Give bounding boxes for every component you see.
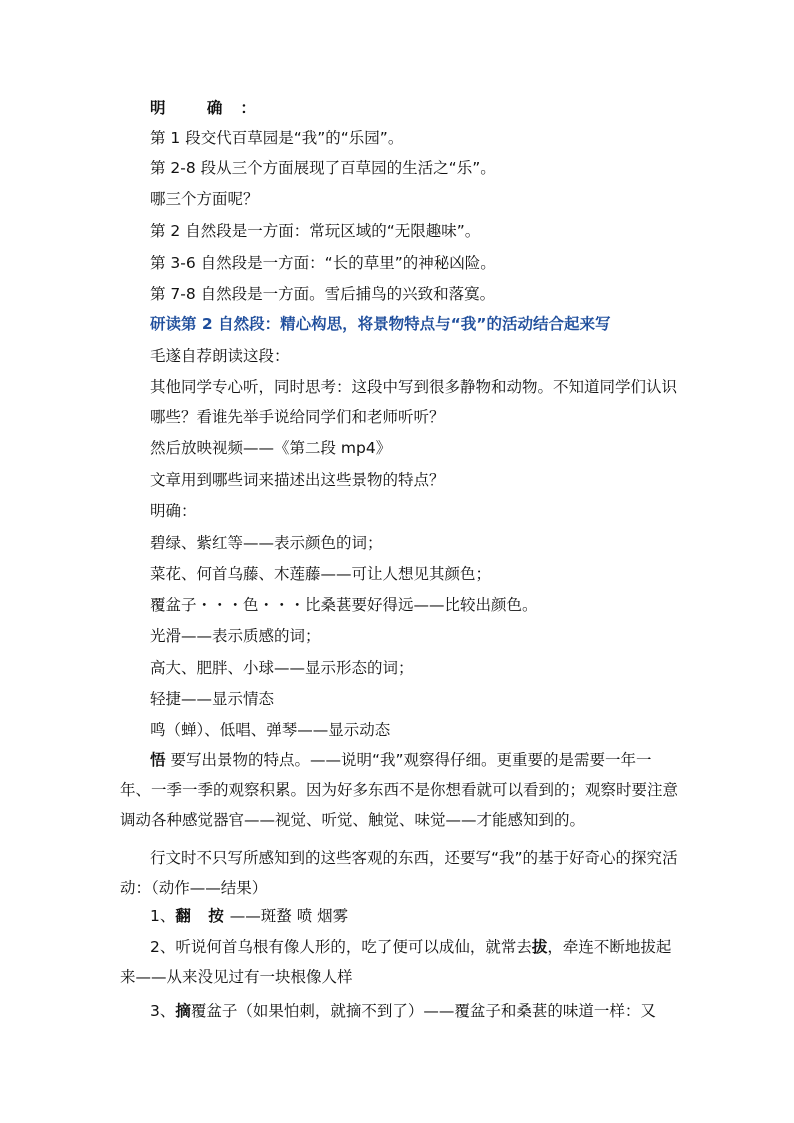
paragraph-wrapped: [150, 372, 680, 432]
paragraph: 覆盆子・・・色・・・比桑葚要好得远——比较出颜色。: [150, 596, 538, 614]
paragraph: 第 2-8 段从三个方面展现了百草园的生活之“乐”。: [150, 159, 496, 177]
list-item-wrapped: [120, 932, 680, 992]
paragraph: 轻捷——显示情态: [150, 690, 275, 708]
section-heading: 研读第 2 自然段：精心构思，将景物特点与“我”的活动结合起来写: [150, 315, 611, 333]
paragraph-wrapped: [120, 843, 680, 903]
list-text: ，牵连不断地拔起来——从来没见过有一块根像人样: [120, 938, 672, 986]
keyword: 拔: [531, 938, 548, 956]
paragraph-text: 行文时不只写所感知到的这些客观的东西，还要写“我”的基于好奇心的探究活动：（动作——结果）: [120, 849, 678, 897]
paragraph: 第 3-6 自然段是一方面：“长的草里”的神秘凶险。: [150, 254, 496, 272]
list-item: [150, 906, 348, 926]
paragraph-insight: [120, 745, 680, 835]
list-text: 2、听说何首乌根有像人形的，吃了便可以成仙，就常去: [150, 938, 532, 956]
paragraph: 第 2 自然段是一方面：常玩区域的“无限趣味”。: [150, 222, 481, 240]
paragraph: 高大、肥胖、小球——显示形态的词；: [150, 659, 414, 677]
paragraph: 第 1 段交代百草园是“我”的“乐园”。: [150, 129, 404, 147]
list-number: 1、: [150, 907, 176, 925]
keyword: 翻 按: [175, 907, 230, 925]
paragraph: 菜花、何首乌藤、木莲藤——可让人想见其颜色；: [150, 565, 492, 583]
keyword: 摘: [175, 1002, 191, 1020]
heading-clarify: [150, 98, 274, 118]
paragraph: 明确：: [150, 502, 197, 520]
paragraph: 鸣（蝉）、低唱、弹琴——显示动态: [150, 721, 391, 739]
list-item: [150, 1001, 656, 1021]
list-text: ——斑蝥 喷 烟雾: [229, 907, 349, 925]
list-text: 覆盆子（如果怕刺，就摘不到了）——覆盆子和桑葚的味道一样：又: [190, 1002, 656, 1020]
paragraph-text: 要写出景物的特点。——说明“我”观察得仔细。更重要的是需要一年一年、一季一季的观察积累。因为好多东西不是你想看就可以看到的；观察时要注意调动各种感觉器官——视觉、听觉、触觉、味觉——才能感知到的。: [120, 751, 679, 829]
paragraph: 文章用到哪些词来描述出这些景物的特点？: [150, 471, 445, 489]
paragraph: 哪三个方面呢？: [150, 190, 259, 208]
paragraph-text: 其他同学专心听，同时思考：这段中写到很多静物和动物。不知道同学们认识哪些？看谁先举手说给同学们和老师听听？: [150, 378, 678, 426]
list-number: 3、: [150, 1002, 176, 1020]
paragraph: 光滑——表示质感的词；: [150, 627, 321, 645]
insight-label: 悟: [150, 751, 166, 769]
paragraph: 毛遂自荐朗读这段：: [150, 347, 290, 365]
paragraph: 第 7-8 自然段是一方面。雪后捕鸟的兴致和落寞。: [150, 285, 496, 303]
heading-clarify-text: 明 确：: [150, 99, 274, 117]
paragraph: 碧绿、紫红等——表示颜色的词；: [150, 534, 383, 552]
paragraph: 然后放映视频——《第二段 mp4》: [150, 439, 392, 457]
